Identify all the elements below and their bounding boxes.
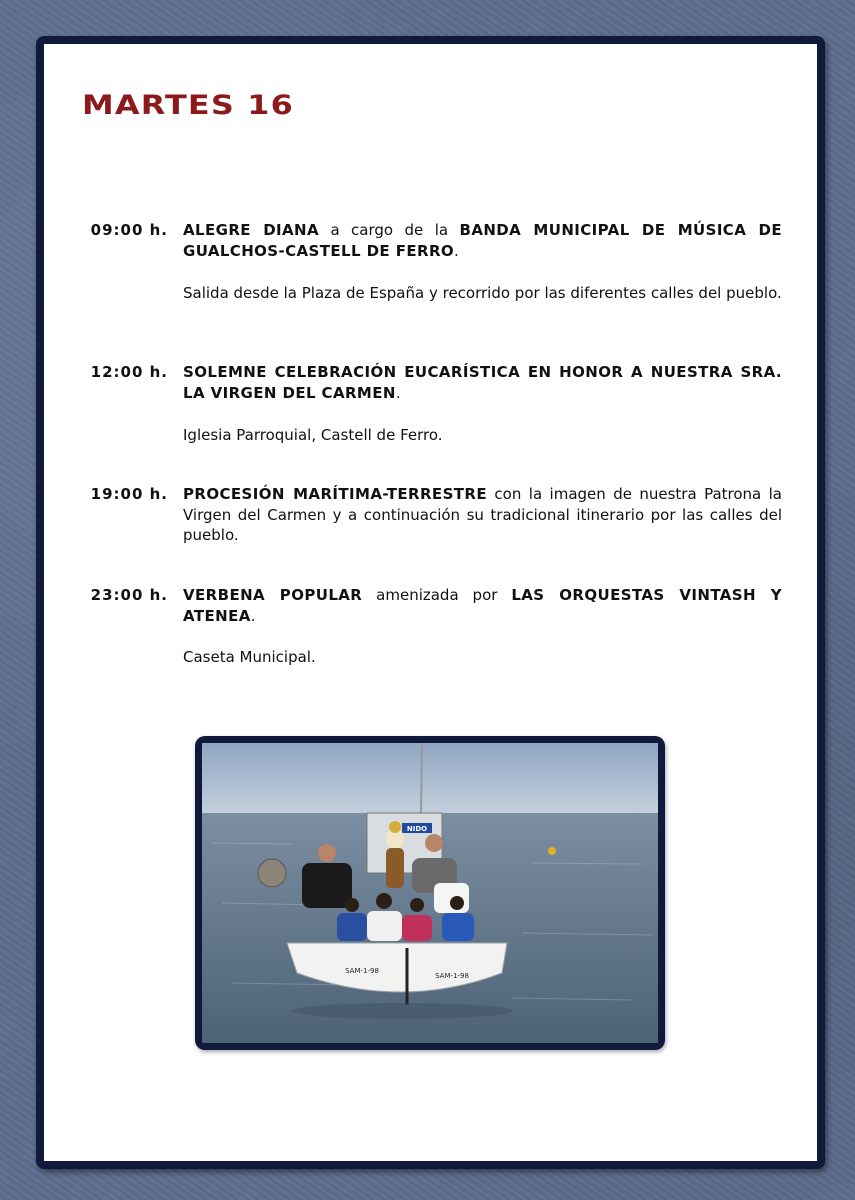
boat-name: NIDO — [406, 825, 428, 833]
program-page — [36, 36, 825, 1169]
hull-registration: SAM-1-98 — [435, 972, 469, 980]
event-time: 23:00 h. — [90, 586, 168, 604]
event-text: con la imagen de nuestra Patrona la Virgen del Carmen y a continuación su tradicional itinerario por las calles del pueblo. — [183, 485, 783, 544]
event-title: PROCESIÓN MARÍTIMA-TERRESTRE — [183, 485, 488, 503]
event-location: Caseta Municipal. — [183, 648, 316, 666]
event-time: 12:00 h. — [90, 363, 168, 381]
event-performer: LAS ORQUESTAS VINTASH Y ATENEA — [183, 586, 782, 625]
event-title: VERBENA POPULAR — [183, 586, 363, 604]
event-text: . — [250, 606, 256, 625]
event-description — [183, 362, 782, 403]
event-text: a cargo de la — [319, 221, 460, 239]
boat-reflection — [292, 1003, 512, 1019]
procession-boat-photo — [202, 743, 658, 1043]
hull-registration: SAM-1-98 — [345, 967, 379, 975]
event-time: 09:00 h. — [90, 221, 168, 239]
event-description — [183, 585, 782, 626]
event-title: SOLEMNE CELEBRACIÓN EUCARÍSTICA EN HONOR A NUESTRA SRA. LA VIRGEN DEL CARMEN — [183, 363, 782, 402]
page-title: MARTES 16 — [82, 90, 294, 121]
mast — [421, 743, 422, 813]
event-title: ALEGRE DIANA — [183, 221, 320, 239]
event-description — [183, 220, 782, 261]
photo-frame — [195, 736, 665, 1050]
loudspeaker — [258, 859, 286, 887]
sky — [202, 743, 658, 813]
event-description — [183, 484, 782, 546]
event-location: Iglesia Parroquial, Castell de Ferro. — [183, 426, 443, 444]
event-text: . — [395, 383, 401, 402]
buoy — [548, 847, 556, 855]
event-performer: BANDA MUNICIPAL DE MÚSICA DE GUALCHOS-CASTELL DE FERRO — [183, 221, 782, 260]
event-text: . — [454, 241, 459, 260]
event-text: amenizada por — [362, 586, 512, 604]
event-time: 19:00 h. — [90, 485, 168, 503]
event-location: Salida desde la Plaza de España y recorrido por las diferentes calles del pueblo. — [183, 284, 782, 302]
